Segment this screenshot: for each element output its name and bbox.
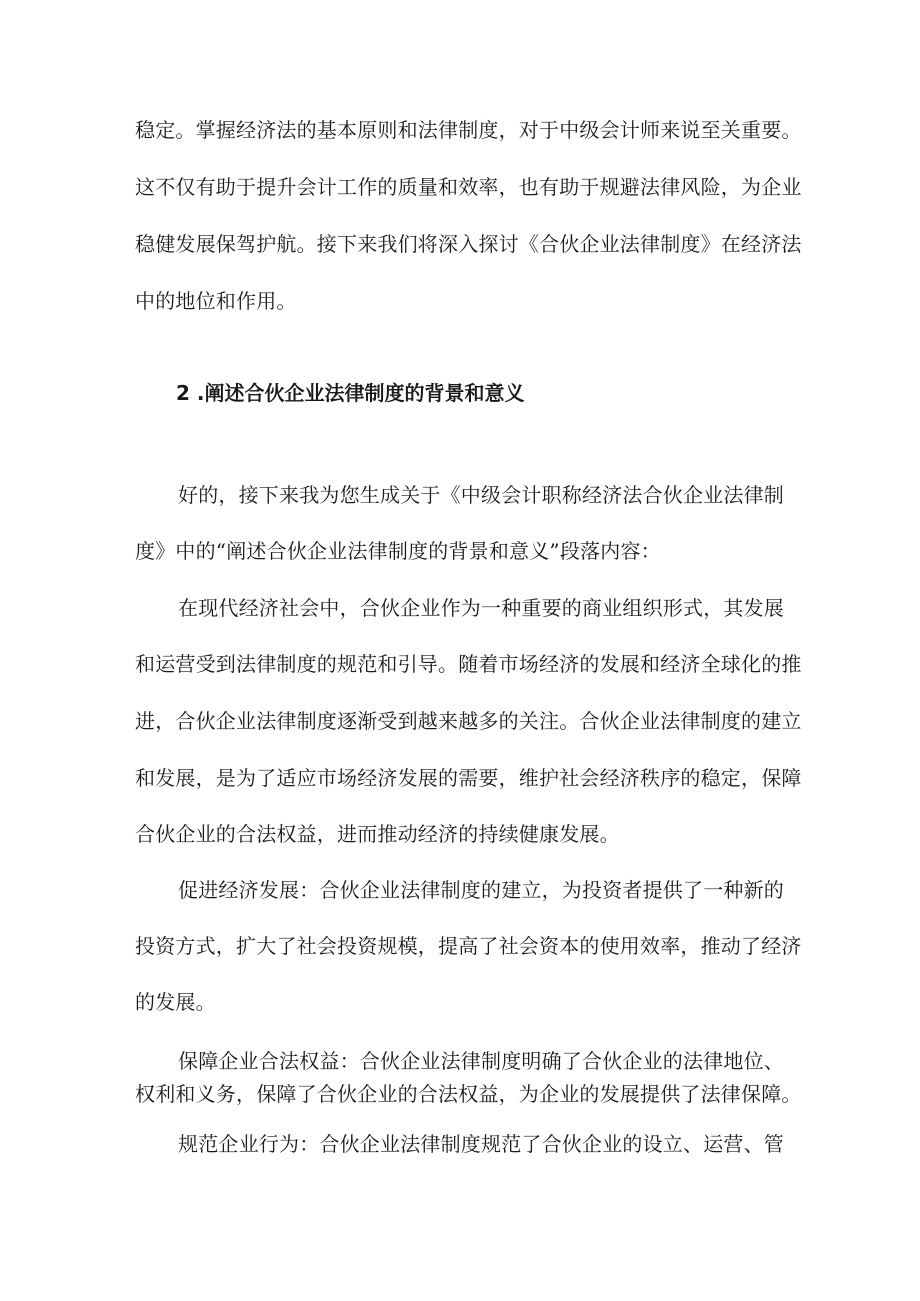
paragraph-background-line-1: 在现代经济社会中，合伙企业作为一种重要的商业组织形式，其发展 (178, 596, 784, 620)
paragraph-intro-line-3: 稳健发展保驾护航。接下来我们将深入探讨《合伙企业法律制度》在经济法 (135, 232, 802, 256)
paragraph-background-line-2: 和运营受到法律制度的规范和引导。随着市场经济的发展和经济全球化的推 (135, 652, 802, 676)
paragraph-background-line-3: 进，合伙企业法律制度逐渐受到越来越多的关注。合伙企业法律制度的建立 (135, 709, 802, 733)
section-heading: 2 .阐述合伙企业法律制度的背景和意义 (176, 381, 525, 405)
paragraph-economy-line-2: 投资方式，扩大了社会投资规模，提高了社会资本的使用效率，推动了经济 (135, 934, 802, 958)
paragraph-intro-line-2: 这不仅有助于提升会计工作的质量和效率，也有助于规避法律风险，为企业 (135, 175, 802, 199)
paragraph-economy-line-3: 的发展。 (135, 990, 216, 1014)
paragraph-rights-line-1: 保障企业合法权益：合伙企业法律制度明确了合伙企业的法律地位、 (178, 1049, 784, 1073)
paragraph-conduct-line-1: 规范企业行为：合伙企业法律制度规范了合伙企业的设立、运营、管 (178, 1132, 784, 1156)
paragraph-economy-line-1: 促进经济发展：合伙企业法律制度的建立，为投资者提供了一种新的 (178, 878, 784, 902)
paragraph-background-line-4: 和发展，是为了适应市场经济发展的需要，维护社会经济秩序的稳定，保障 (135, 766, 802, 790)
paragraph-reply-line-2: 度》中的“阐述合伙企业法律制度的背景和意义”段落内容： (135, 539, 661, 563)
paragraph-background-line-5: 合伙企业的合法权益，进而推动经济的持续健康发展。 (135, 822, 620, 846)
paragraph-intro-line-1: 稳定。掌握经济法的基本原则和法律制度，对于中级会计师来说至关重要。 (135, 118, 802, 142)
paragraph-intro-line-4: 中的地位和作用。 (135, 289, 297, 313)
paragraph-rights-line-2: 权利和义务，保障了合伙企业的合法权益，为企业的发展提供了法律保障。 (135, 1082, 802, 1106)
paragraph-reply-line-1: 好的，接下来我为您生成关于《中级会计职称经济法合伙企业法律制 (178, 483, 784, 507)
